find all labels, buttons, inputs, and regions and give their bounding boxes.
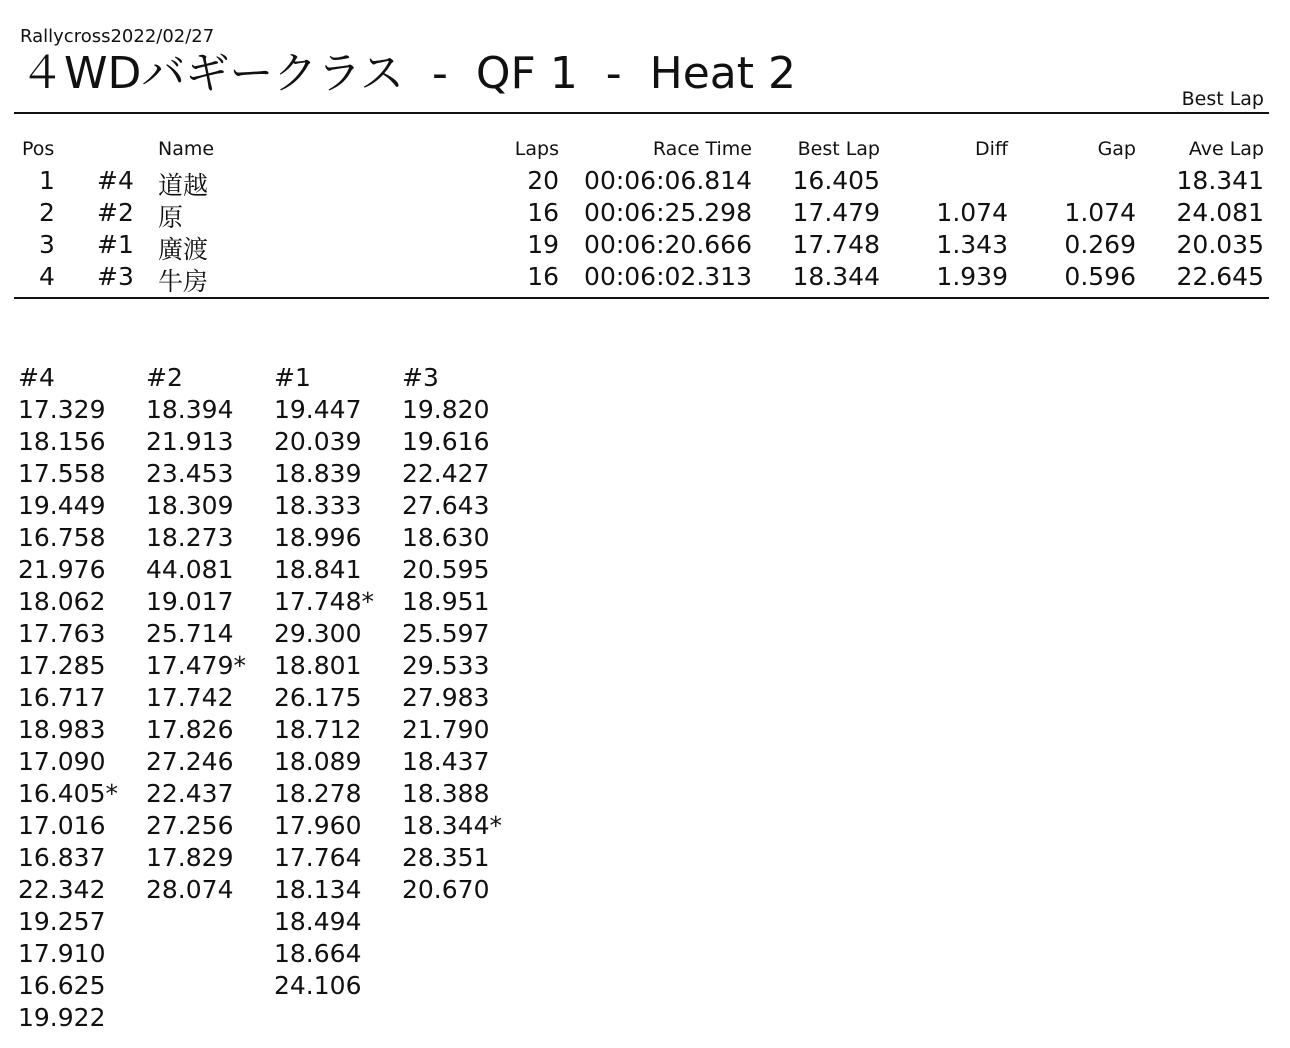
col-header-gap: Gap: [1097, 138, 1136, 160]
lap-column-header: #3: [402, 363, 439, 392]
lap-time: 16.758: [18, 523, 106, 552]
lap-time: 18.494: [274, 907, 362, 936]
lap-time: 17.285: [18, 651, 106, 680]
cell-best-lap: 16.405: [792, 166, 880, 195]
lap-time: 27.643: [402, 491, 490, 520]
lap-time: 16.625: [18, 971, 106, 1000]
lap-time: 17.826: [146, 715, 234, 744]
lap-time: 18.394: [146, 395, 234, 424]
lap-time: 26.175: [274, 683, 362, 712]
lap-time: 44.081: [146, 555, 234, 584]
cell-ave-lap: 24.081: [1176, 198, 1264, 227]
cell-gap: 0.596: [1064, 262, 1136, 291]
lap-time: 19.257: [18, 907, 106, 936]
lap-time: 29.300: [274, 619, 362, 648]
lap-time: 18.437: [402, 747, 490, 776]
col-header-pos: Pos: [22, 138, 55, 160]
lap-time: 18.983: [18, 715, 106, 744]
lap-time: 18.062: [18, 587, 106, 616]
cell-gap: 1.074: [1064, 198, 1136, 227]
table-row: [0, 262, 1290, 294]
cell-diff: 1.074: [936, 198, 1008, 227]
table-row: [0, 230, 1290, 262]
lap-time: 19.449: [18, 491, 106, 520]
lap-time: 18.134: [274, 875, 362, 904]
cell-race-time: 00:06:02.313: [584, 262, 752, 291]
lap-time: 27.983: [402, 683, 490, 712]
lap-time: 20.670: [402, 875, 490, 904]
col-header-diff: Diff: [975, 138, 1008, 160]
cell-driver-name: 道越: [158, 171, 209, 200]
lap-time: 17.910: [18, 939, 106, 968]
lap-time: 18.089: [274, 747, 362, 776]
lap-time: 16.717: [18, 683, 106, 712]
cell-best-lap: 17.748: [792, 230, 880, 259]
lap-time: 22.342: [18, 875, 106, 904]
lap-time: 23.453: [146, 459, 234, 488]
col-header-laps: Laps: [514, 138, 559, 160]
sort-label: Best Lap: [1181, 88, 1264, 110]
lap-column: [146, 362, 274, 906]
cell-race-time: 00:06:20.666: [584, 230, 752, 259]
lap-time: 18.309: [146, 491, 234, 520]
cell-car-number: #1: [97, 230, 134, 259]
cell-laps: 19: [527, 230, 559, 259]
lap-time: 19.447: [274, 395, 362, 424]
lap-time: 16.405*: [18, 779, 118, 808]
lap-time: 17.829: [146, 843, 234, 872]
lap-time: 18.996: [274, 523, 362, 552]
cell-diff: 1.343: [936, 230, 1008, 259]
cell-car-number: #4: [97, 166, 134, 195]
lap-time: 21.976: [18, 555, 106, 584]
lap-time: 17.016: [18, 811, 106, 840]
lap-time: 18.839: [274, 459, 362, 488]
lap-time: 19.820: [402, 395, 490, 424]
cell-pos: 3: [39, 230, 55, 259]
cell-best-lap: 17.479: [792, 198, 880, 227]
page-title: ４WDバギークラス - QF 1 - Heat 2: [20, 48, 796, 99]
cell-driver-name: 牛房: [158, 267, 209, 296]
cell-pos: 1: [39, 166, 55, 195]
col-header-ave-lap: Ave Lap: [1188, 138, 1264, 160]
cell-ave-lap: 18.341: [1176, 166, 1264, 195]
lap-time: 18.712: [274, 715, 362, 744]
lap-time: 17.763: [18, 619, 106, 648]
lap-time: 18.344*: [402, 811, 502, 840]
cell-laps: 20: [527, 166, 559, 195]
cell-gap: 0.269: [1064, 230, 1136, 259]
lap-time: 19.616: [402, 427, 490, 456]
lap-time: 19.922: [18, 1003, 106, 1032]
event-subtitle: Rallycross2022/02/27: [20, 26, 215, 47]
cell-driver-name: 原: [158, 203, 184, 232]
lap-time: 28.074: [146, 875, 234, 904]
lap-column-header: #1: [274, 363, 311, 392]
cell-car-number: #2: [97, 198, 134, 227]
lap-time: 22.427: [402, 459, 490, 488]
lap-time: 21.913: [146, 427, 234, 456]
cell-ave-lap: 22.645: [1176, 262, 1264, 291]
col-header-best-lap: Best Lap: [797, 138, 880, 160]
lap-time: 27.256: [146, 811, 234, 840]
lap-time: 18.801: [274, 651, 362, 680]
col-header-race-time: Race Time: [652, 138, 752, 160]
lap-time: 17.764: [274, 843, 362, 872]
table-row: [0, 198, 1290, 230]
cell-best-lap: 18.344: [792, 262, 880, 291]
lap-time: 22.437: [146, 779, 234, 808]
col-header-name: Name: [158, 138, 215, 160]
cell-pos: 4: [39, 262, 55, 291]
lap-time: 20.039: [274, 427, 362, 456]
cell-race-time: 00:06:25.298: [584, 198, 752, 227]
cell-laps: 16: [527, 198, 559, 227]
lap-time: 18.388: [402, 779, 490, 808]
lap-time: 17.090: [18, 747, 106, 776]
results-table: [0, 138, 1290, 294]
results-header-row: [0, 138, 1290, 166]
cell-car-number: #3: [97, 262, 134, 291]
lap-time: 25.714: [146, 619, 234, 648]
lap-column-header: #4: [18, 363, 55, 392]
lap-time: 21.790: [402, 715, 490, 744]
lap-time: 18.278: [274, 779, 362, 808]
lap-time: 18.664: [274, 939, 362, 968]
lap-time: 18.630: [402, 523, 490, 552]
lap-time: 17.748*: [274, 587, 374, 616]
lap-column-header: #2: [146, 363, 183, 392]
cell-ave-lap: 20.035: [1176, 230, 1264, 259]
top-divider: [14, 112, 1269, 114]
lap-time: 17.742: [146, 683, 234, 712]
lap-time: 29.533: [402, 651, 490, 680]
lap-column: [18, 362, 146, 1034]
table-row: [0, 166, 1290, 198]
lap-time: 25.597: [402, 619, 490, 648]
cell-race-time: 00:06:06.814: [584, 166, 752, 195]
lap-time: 19.017: [146, 587, 234, 616]
cell-diff: 1.939: [936, 262, 1008, 291]
lap-time: 17.558: [18, 459, 106, 488]
cell-pos: 2: [39, 198, 55, 227]
lap-time: 18.156: [18, 427, 106, 456]
lap-time: 17.960: [274, 811, 362, 840]
lap-time: 18.841: [274, 555, 362, 584]
lap-time: 17.479*: [146, 651, 246, 680]
lap-time: 17.329: [18, 395, 106, 424]
lap-time: 28.351: [402, 843, 490, 872]
lap-time: 27.246: [146, 747, 234, 776]
cell-driver-name: 廣渡: [158, 235, 209, 264]
lap-time: 24.106: [274, 971, 362, 1000]
lap-column: [274, 362, 402, 1002]
lap-time: 18.333: [274, 491, 362, 520]
lap-time: 16.837: [18, 843, 106, 872]
bottom-divider: [14, 297, 1269, 299]
cell-laps: 16: [527, 262, 559, 291]
lap-time: 18.951: [402, 587, 490, 616]
lap-time: 18.273: [146, 523, 234, 552]
lap-time: 20.595: [402, 555, 490, 584]
lap-column: [402, 362, 530, 906]
